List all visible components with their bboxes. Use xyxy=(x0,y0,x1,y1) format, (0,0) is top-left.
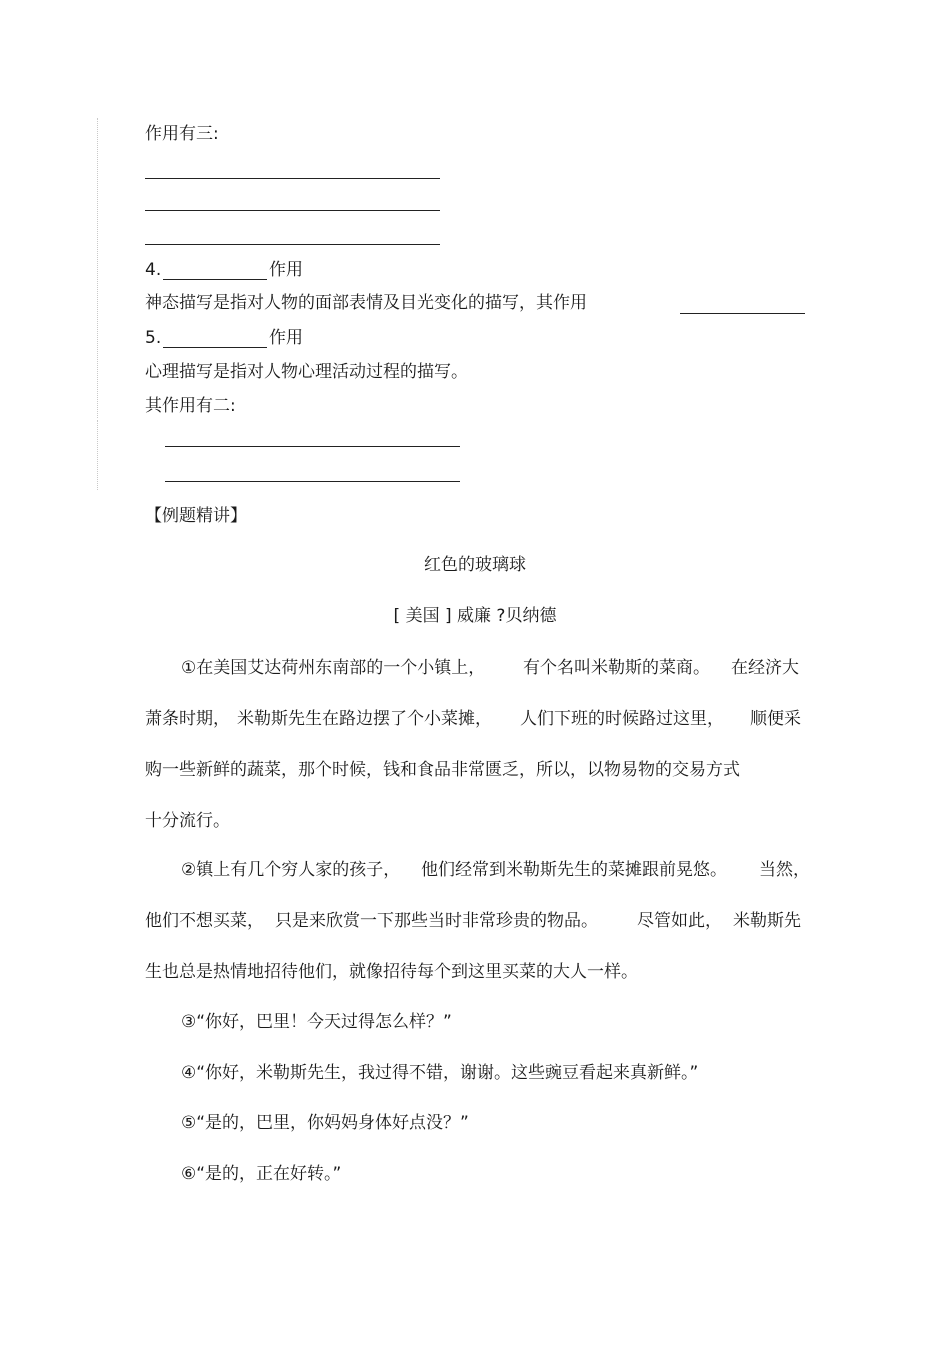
psych-description: 心理描写是指对人物心理活动过程的描写。 xyxy=(145,362,468,382)
p2-line2-a: 他们不想买菜， xyxy=(145,911,264,931)
p1-line3: 购一些新鲜的蔬菜，那个时候，钱和食品非常匮乏，所以，以物易物的交易方式 xyxy=(145,760,740,780)
item-4-blank[interactable] xyxy=(163,279,267,280)
article-title: 红色的玻璃球 xyxy=(424,555,526,575)
dialogue-6: ⑥“是的，正在好转。” xyxy=(181,1164,342,1184)
functions-three-label: 作用有三: xyxy=(145,124,219,144)
p2-line2-d: 米勒斯先 xyxy=(733,911,801,931)
example-heading: 【例题精讲】 xyxy=(145,506,247,526)
p2-line2-c: 尽管如此， xyxy=(637,911,722,931)
dialogue-5: ⑤“是的，巴里，你妈妈身体好点没？” xyxy=(181,1113,469,1133)
dialogue-3: ③“你好，巴里！今天过得怎么样？” xyxy=(181,1012,452,1032)
article-author: [ 美国 ] 威廉 ?贝纳德 xyxy=(393,606,557,626)
p1-line1-a: ①在美国艾达荷州东南部的一个小镇上， xyxy=(181,658,486,678)
expression-blank[interactable] xyxy=(680,313,805,314)
p1-line2-c: 人们下班的时候路过这里， xyxy=(520,709,724,729)
p2-line1-b: 他们经常到米勒斯先生的菜摊跟前晃悠。 xyxy=(421,860,727,880)
item-5-blank[interactable] xyxy=(163,347,267,348)
answer-blank-5[interactable] xyxy=(165,481,460,482)
p2-line2-b: 只是来欣赏一下那些当时非常珍贵的物品。 xyxy=(275,911,598,931)
p1-line2-a: 萧条时期， xyxy=(145,709,230,729)
answer-blank-2[interactable] xyxy=(145,210,440,211)
p1-line1-c: 在经济大 xyxy=(731,658,799,678)
functions-two-label: 其作用有二: xyxy=(145,396,236,416)
p1-line2-d: 顺便采 xyxy=(750,709,801,729)
margin-mark-lower xyxy=(97,420,101,490)
item-4-number: 4. xyxy=(145,260,162,280)
p1-line1-b: 有个名叫米勒斯的菜商。 xyxy=(523,658,710,678)
answer-blank-1[interactable] xyxy=(145,178,440,179)
p2-line1-a: ②镇上有几个穷人家的孩子， xyxy=(181,860,401,880)
item-5-suffix: 作用 xyxy=(269,328,303,348)
margin-mark-upper xyxy=(97,118,101,418)
p1-line2-b: 米勒斯先生在路边摆了个小菜摊， xyxy=(237,709,492,729)
p2-line3: 生也总是热情地招待他们，就像招待每个到这里买菜的大人一样。 xyxy=(145,962,638,982)
answer-blank-4[interactable] xyxy=(165,446,460,447)
expression-description: 神态描写是指对人物的面部表情及目光变化的描写，其作用 xyxy=(145,293,587,313)
answer-blank-3[interactable] xyxy=(145,244,440,245)
item-4-suffix: 作用 xyxy=(269,260,303,280)
item-5-number: 5. xyxy=(145,328,162,348)
p1-line4: 十分流行。 xyxy=(145,811,230,831)
dialogue-4: ④“你好，米勒斯先生，我过得不错，谢谢。这些豌豆看起来真新鲜。” xyxy=(181,1063,699,1083)
p2-line1-c: 当然， xyxy=(759,860,810,880)
